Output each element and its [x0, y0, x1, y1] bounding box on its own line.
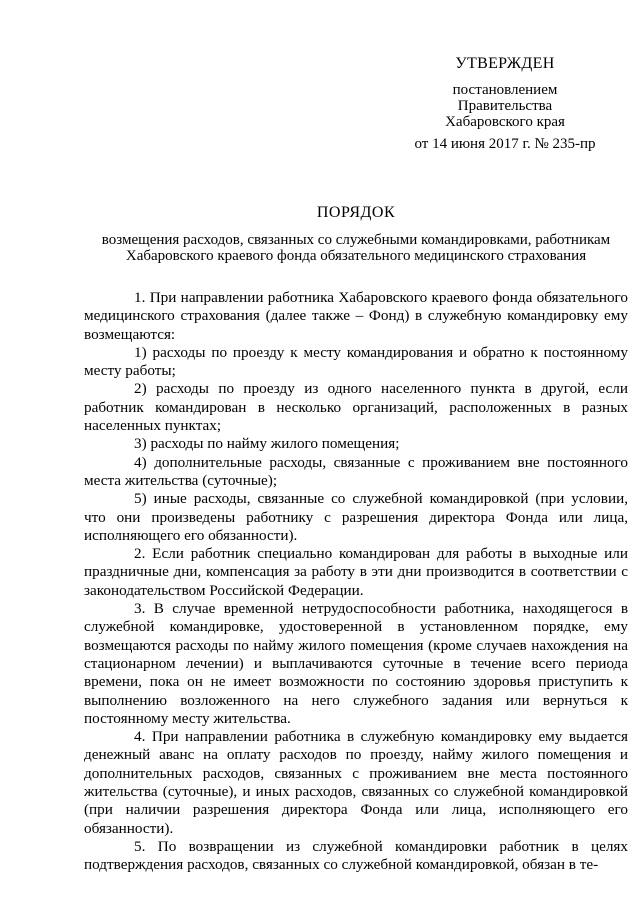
- paragraph-4: 4. При направлении работника в служебную командировку ему выдается денежный аванс на оплату расходов по проезду, найму жилого помещения и дополнительных расходов, связанных с проживанием вне места постоянного жительства (суточные), и иных расходов, связанных со служебной командировкой (при наличии разрешения директора Фонда или лица, исполняющего его обязанности).: [84, 728, 628, 837]
- document-title: ПОРЯДОК: [316, 204, 396, 221]
- paragraph-1-item-4: 4) дополнительные расходы, связанные с проживанием вне постоянного места жительства (суточные);: [84, 453, 628, 489]
- paragraph-5: 5. По возвращении из служебной командировки работник в целях подтверждения расходов, связанных со служебной командировкой, обязан в те-: [84, 837, 628, 874]
- paragraph-1-item-5: 5) иные расходы, связанные со служебной командировкой (при условии, что они произведены работнику с разрешения директора Фонда или лица, исполняющего его обязанности).: [84, 490, 628, 544]
- approval-line: постановлением: [452, 82, 558, 98]
- document-body: [84, 289, 628, 875]
- approval-line: Правительства: [457, 98, 553, 114]
- document-subtitle-line: возмещения расходов, связанных со служебными командировками, работникам: [101, 232, 611, 248]
- paragraph-3: 3. В случае временной нетрудоспособности работника, находящегося в служебной командировке, удостоверенной в установленном порядке, ему возмещаются расходы по найму жилого помещения (кроме случаев нахождения на стационарном лечении) и выплачиваются суточные в течение всего периода времени, пока он не имеет возможности по состоянию здоровья приступить к выполнению возложенного на него служебного задания или вернуться к постоянному месту жительства.: [84, 600, 628, 727]
- document-title-block: [84, 204, 628, 264]
- approval-stamp: [380, 56, 630, 152]
- approval-heading: УТВЕРЖДЕН: [455, 55, 555, 72]
- document-subtitle-line: Хабаровского краевого фонда обязательного медицинского страхования: [125, 248, 587, 264]
- paragraph-1: 1. При направлении работника Хабаровского краевого фонда обязательного медицинского страхования (далее также – Фонд) в служебную командировку ему возмещаются:: [84, 289, 628, 343]
- paragraph-1-item-3: 3) расходы по найму жилого помещения;: [134, 435, 400, 453]
- paragraph-1-item-2: 2) расходы по проезду из одного населенного пункта в другой, если работник командирован в несколько организаций, расположенных в разных населенных пунктах;: [84, 380, 628, 435]
- paragraph-1-item-1: 1) расходы по проезду к месту командирования и обратно к постоянному месту работы;: [84, 343, 628, 380]
- paragraph-2: 2. Если работник специально командирован для работы в выходные или праздничные дни, компенсация за работу в эти дни производится в соответствии с законодательством Российской Федерации.: [84, 545, 628, 599]
- approval-date: от 14 июня 2017 г. № 235-пр: [414, 136, 596, 152]
- approval-line: Хабаровского края: [445, 114, 565, 130]
